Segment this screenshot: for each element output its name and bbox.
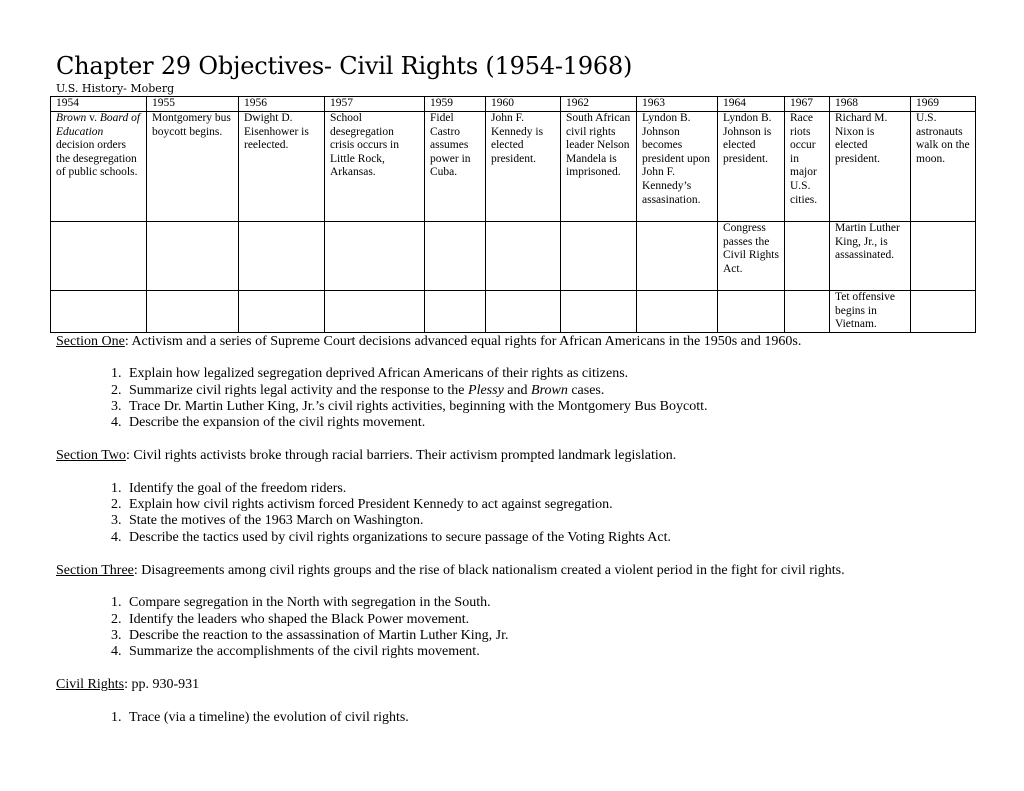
objective-item: 3. Trace Dr. Martin Luther King, Jr.’s civil rights activities, beginning with the Montgomery Bus Boycott. xyxy=(125,399,996,415)
objective-item: 4. Describe the expansion of the civil rights movement. xyxy=(125,415,996,431)
empty-cell xyxy=(785,291,830,333)
section-one-list xyxy=(56,366,996,431)
event-cell-1954 xyxy=(51,112,147,222)
empty-cell xyxy=(425,291,486,333)
year-header: 1954 xyxy=(51,97,147,112)
objective-item: 1. Identify the goal of the freedom riders. xyxy=(125,481,996,497)
year-header: 1967 xyxy=(785,97,830,112)
event-cell-1969: U.S. astronauts walk on the moon. xyxy=(911,112,976,222)
objective-item: 3. Describe the reaction to the assassination of Martin Luther King, Jr. xyxy=(125,628,996,644)
timeline-event-row xyxy=(51,222,976,291)
section-two-summary: : Civil rights activists broke through racial barriers. Their activism prompted landmark legislation. xyxy=(125,448,677,464)
case-name-brown: Brown xyxy=(56,112,87,124)
page-subtitle: U.S. History- Moberg xyxy=(56,82,175,95)
section-two-label: Section Two xyxy=(56,448,126,464)
year-header: 1963 xyxy=(637,97,718,112)
objective-item: 2. Explain how civil rights activism forced President Kennedy to act against segregation. xyxy=(125,497,996,513)
section-one-label: Section One xyxy=(56,334,125,349)
civil-rights-pages: : pp. 930-931 xyxy=(124,677,200,693)
empty-cell xyxy=(239,222,325,291)
case-name-v: v. xyxy=(86,112,100,124)
section-three-label: Section Three xyxy=(56,562,134,578)
section-one-heading xyxy=(56,334,996,350)
year-header: 1955 xyxy=(147,97,239,112)
empty-cell xyxy=(51,222,147,291)
empty-cell xyxy=(486,222,561,291)
case-name-plessy: Plessy xyxy=(468,382,504,398)
timeline-event-row xyxy=(51,112,976,222)
event-cell-1968: Martin Luther King, Jr., is assassinated. xyxy=(830,222,911,291)
objective-text: and xyxy=(503,382,532,398)
objective-item: 3. State the motives of the 1963 March on Washington. xyxy=(125,513,996,529)
event-text: decision orders the desegregation of public schools. xyxy=(56,139,138,179)
year-header: 1960 xyxy=(486,97,561,112)
empty-cell xyxy=(147,291,239,333)
objective-item xyxy=(125,383,996,399)
event-cell-1964: Lyndon B. Johnson is elected president. xyxy=(718,112,785,222)
section-two-list xyxy=(56,481,996,546)
empty-cell xyxy=(325,291,425,333)
empty-cell xyxy=(911,291,976,333)
page-title: Chapter 29 Objectives- Civil Rights (1954-1968) xyxy=(56,52,633,80)
year-header: 1969 xyxy=(911,97,976,112)
empty-cell xyxy=(718,291,785,333)
section-three-heading xyxy=(56,563,996,579)
timeline-year-row xyxy=(51,97,976,112)
event-cell-1957: School desegregation crisis occurs in Little Rock, Arkansas. xyxy=(325,112,425,222)
event-cell-1960: John F. Kennedy is elected president. xyxy=(486,112,561,222)
empty-cell xyxy=(561,291,637,333)
section-three-summary: : Disagreements among civil rights groups and the rise of black nationalism created a violent period in the fight for civil rights. xyxy=(133,562,845,578)
empty-cell xyxy=(785,222,830,291)
empty-cell xyxy=(486,291,561,333)
civil-rights-label: Civil Rights xyxy=(56,677,125,693)
empty-cell xyxy=(147,222,239,291)
objective-item: 2. Identify the leaders who shaped the Black Power movement. xyxy=(125,612,996,628)
empty-cell xyxy=(425,222,486,291)
section-two-heading xyxy=(56,448,996,464)
case-name-board: Board of Education xyxy=(56,112,141,138)
objective-text: Summarize civil rights legal activity and the response to the xyxy=(129,382,469,398)
civil-rights-heading xyxy=(56,677,996,693)
timeline-table xyxy=(50,96,976,333)
event-cell-1962: South African civil rights leader Nelson Mandela is imprisoned. xyxy=(561,112,637,222)
event-cell-1959: Fidel Castro assumes power in Cuba. xyxy=(425,112,486,222)
year-header: 1964 xyxy=(718,97,785,112)
event-cell-1956: Dwight D. Eisenhower is reelected. xyxy=(239,112,325,222)
objective-item: 4. Describe the tactics used by civil rights organizations to secure passage of the Voting Rights Act. xyxy=(125,530,996,546)
objective-text: cases. xyxy=(567,382,605,398)
empty-cell xyxy=(325,222,425,291)
event-cell-1963: Lyndon B. Johnson becomes president upon John F. Kennedy’s assasination. xyxy=(637,112,718,222)
year-header: 1957 xyxy=(325,97,425,112)
empty-cell xyxy=(637,291,718,333)
empty-cell xyxy=(637,222,718,291)
event-cell-1964: Congress passes the Civil Rights Act. xyxy=(718,222,785,291)
year-header: 1968 xyxy=(830,97,911,112)
timeline-event-row xyxy=(51,291,976,333)
year-header: 1959 xyxy=(425,97,486,112)
year-header: 1956 xyxy=(239,97,325,112)
event-cell-1955: Montgomery bus boycott begins. xyxy=(147,112,239,222)
objectives-sections xyxy=(56,334,996,743)
section-one-summary: : Activism and a series of Supreme Court decisions advanced equal rights for African Americans in the 1950s and 1960s. xyxy=(124,334,802,349)
section-three-list xyxy=(56,595,996,660)
empty-cell xyxy=(561,222,637,291)
case-name-brown: Brown xyxy=(531,382,568,398)
event-cell-1967: Race riots occur in major U.S. cities. xyxy=(785,112,830,222)
empty-cell xyxy=(51,291,147,333)
empty-cell xyxy=(911,222,976,291)
event-cell-1968: Richard M. Nixon is elected president. xyxy=(830,112,911,222)
empty-cell xyxy=(239,291,325,333)
objective-item: 1. Explain how legalized segregation deprived African Americans of their rights as citizens. xyxy=(125,366,996,382)
objective-item: 1. Trace (via a timeline) the evolution of civil rights. xyxy=(125,710,996,726)
year-header: 1962 xyxy=(561,97,637,112)
event-cell-1968: Tet offensive begins in Vietnam. xyxy=(830,291,911,333)
civil-rights-list xyxy=(56,710,996,726)
objective-item: 4. Summarize the accomplishments of the civil rights movement. xyxy=(125,644,996,660)
objective-item: 1. Compare segregation in the North with segregation in the South. xyxy=(125,595,996,611)
